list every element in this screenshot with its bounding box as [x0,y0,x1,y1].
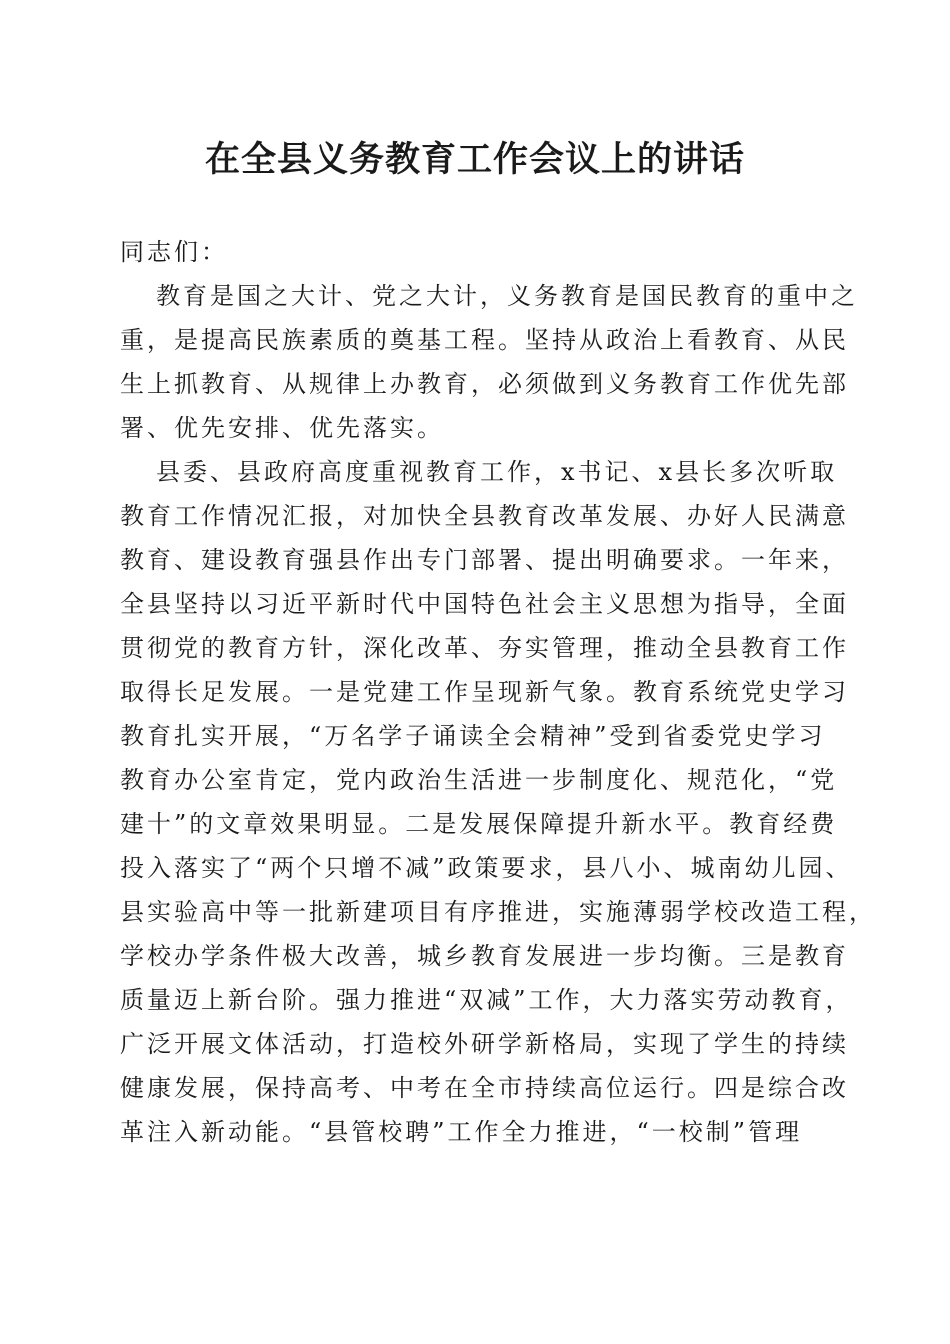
paragraph-line: 教育、建设教育强县作出专门部署、提出明确要求。一年来， [120,546,849,574]
paragraph-line: 县委、县政府高度重视教育工作，x书记、x县长多次听取 [156,458,838,486]
paragraph-line: 健康发展，保持高考、中考在全市持续高位运行。四是综合改 [120,1074,849,1102]
paragraph-line: 教育工作情况汇报，对加快全县教育改革发展、办好人民满意 [120,502,849,530]
paragraph-line: 重，是提高民族素质的奠基工程。坚持从政治上看教育、从民 [120,326,849,354]
paragraph-line: 教育办公室肯定，党内政治生活进一步制度化、规范化，“党 [120,766,838,794]
paragraph-line: 投入落实了“两个只增不减”政策要求，县八小、城南幼儿园、 [120,854,853,882]
paragraph-line: 质量迈上新台阶。强力推进“双减”工作，大力落实劳动教育， [120,986,853,1014]
paragraph-line: 取得长足发展。一是党建工作呈现新气象。教育系统党史学习 [120,678,849,706]
paragraph-line: 生上抓教育、从规律上办教育，必须做到义务教育工作优先部 [120,370,849,398]
paragraph-line: 贯彻党的教育方针，深化改革、夯实管理，推动全县教育工作 [120,634,849,662]
paragraph-line: 全县坚持以习近平新时代中国特色社会主义思想为指导，全面 [120,590,849,618]
paragraph-line: 署、优先安排、优先落实。 [120,414,444,442]
paragraph-line: 革注入新动能。“县管校聘”工作全力推进，“一校制”管理 [120,1118,803,1146]
paragraph-line: 县实验高中等一批新建项目有序推进，实施薄弱学校改造工程， [120,898,876,926]
paragraph-line: 建十”的文章效果明显。二是发展保障提升新水平。教育经费 [120,810,838,838]
document-title: 在全县义务教育工作会议上的讲话 [204,139,745,180]
paragraph-2 [120,450,876,1154]
document-body [120,230,876,1154]
paragraph-line: 学校办学条件极大改善，城乡教育发展进一步均衡。三是教育 [120,942,849,970]
paragraph-line: 教育是国之大计、党之大计，义务教育是国民教育的重中之 [156,282,858,310]
paragraph-line: 教育扎实开展，“万名学子诵读全会精神”受到省委党史学习 [120,722,826,750]
salutation: 同志们： [120,238,228,266]
paragraph-1 [120,274,858,450]
paragraph-line: 广泛开展文体活动，打造校外研学新格局，实现了学生的持续 [120,1030,849,1058]
